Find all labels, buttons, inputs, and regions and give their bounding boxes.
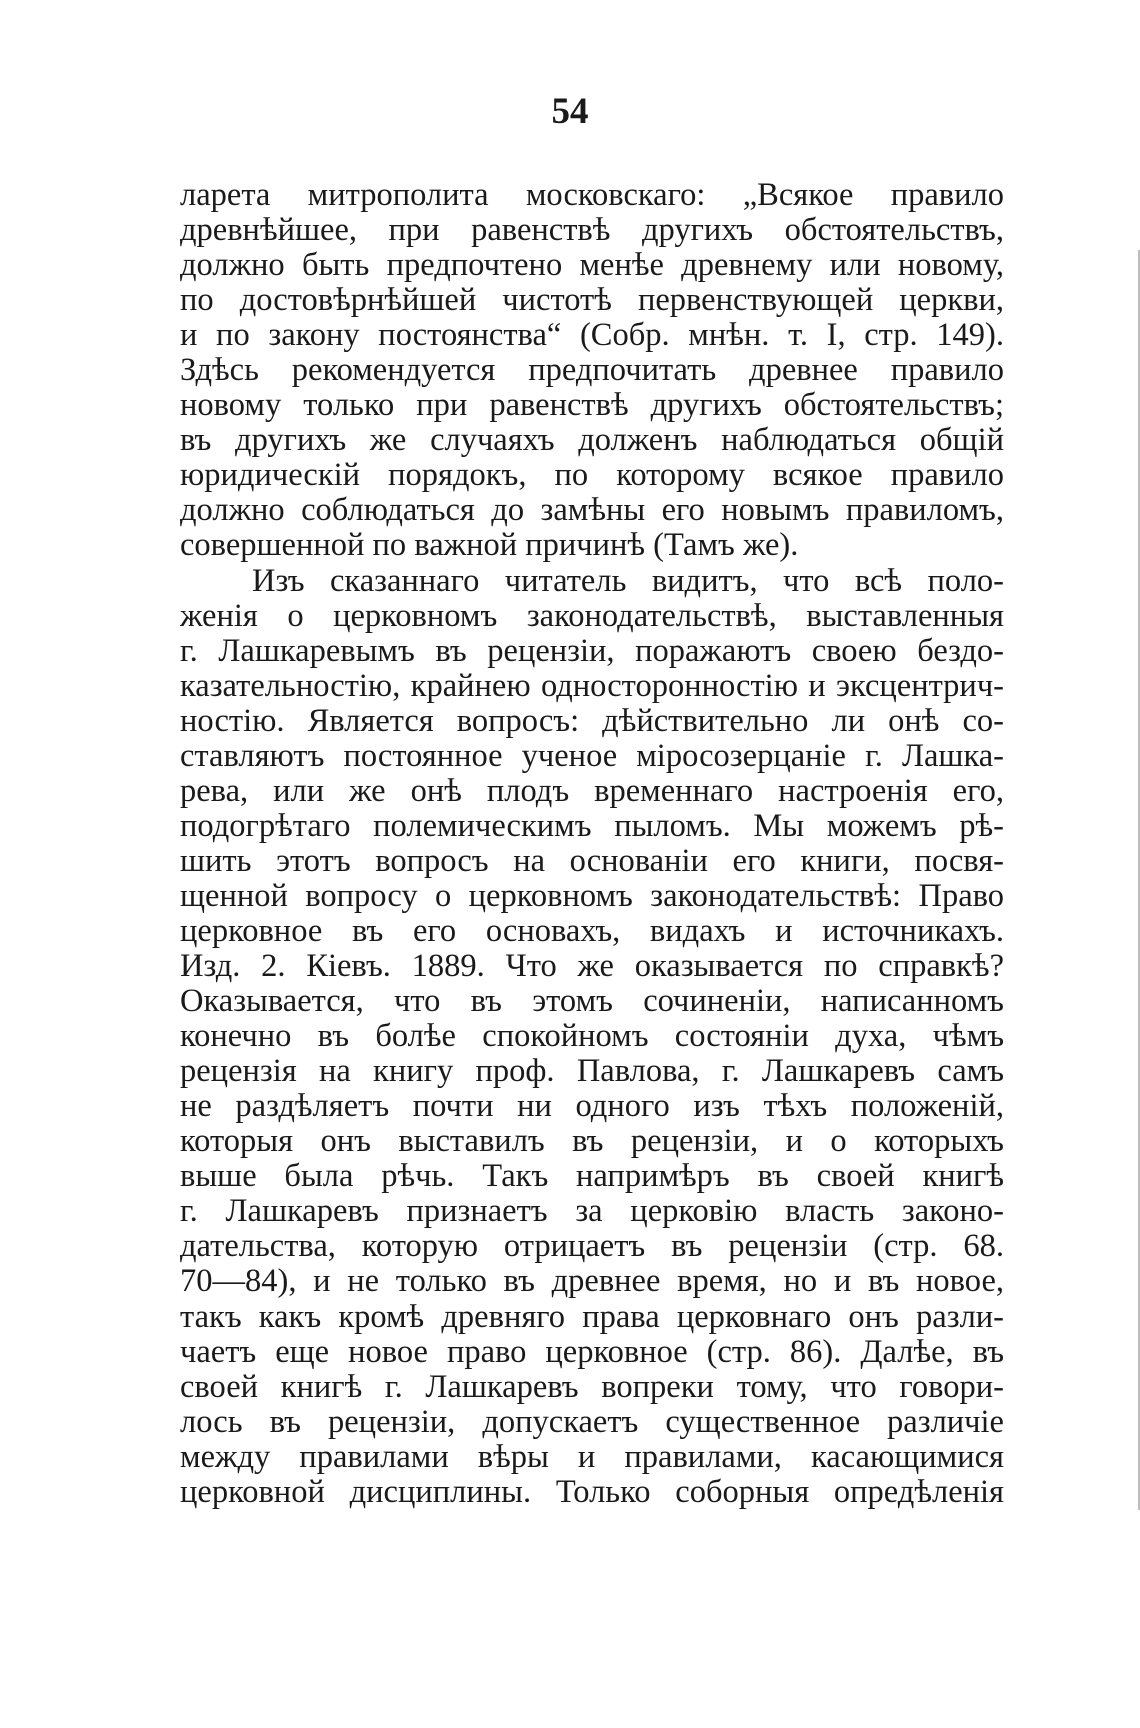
- text-line: ставляютъ постоянное ученое міросозерцаніе г. Лашка-: [180, 738, 1004, 774]
- text-line: такъ какъ кромѣ древняго права церковнаго онъ разли-: [180, 1299, 1004, 1335]
- text-line: юридическій порядокъ, по которому всякое правило: [180, 458, 1004, 494]
- text-line: рецензія на книгу проф. Павлова, г. Лашкаревъ самъ: [180, 1054, 1004, 1090]
- text-line: и по закону постоянства“ (Собр. мнѣн. т. I, стр. 149).: [180, 318, 1004, 354]
- paragraph-end-line: совершенной по важной причинѣ (Тамъ же).: [180, 528, 799, 564]
- text-line: между правилами вѣры и правилами, касающимися: [180, 1439, 1004, 1475]
- text-line: по достовѣрнѣйшей чистотѣ первенствующей церкви,: [180, 283, 1004, 319]
- text-line: подогрѣтаго полемическимъ пыломъ. Мы можемъ рѣ-: [180, 808, 1004, 844]
- text-line: церковное въ его основахъ, видахъ и источникахъ.: [180, 913, 1004, 949]
- text-line: своей книгѣ г. Лашкаревъ вопреки тому, что говори-: [180, 1369, 1004, 1405]
- text-line: щенной вопросу о церковномъ законодательствѣ: Право: [180, 878, 1004, 914]
- text-line: Оказывается, что въ этомъ сочиненіи, написанномъ: [180, 984, 1004, 1020]
- text-line: рева, или же онѣ плодъ временнаго настроенія его,: [180, 773, 1004, 809]
- text-line: должно соблюдаться до замѣны его новымъ правиломъ,: [180, 493, 1004, 529]
- text-line: 70—84), и не только въ древнее время, но и въ новое,: [180, 1264, 1004, 1300]
- body-text: [180, 178, 1004, 1510]
- text-line: конечно въ болѣе спокойномъ состояніи духа, чѣмъ: [180, 1019, 1004, 1055]
- paragraph-start-line: Изъ сказаннаго читатель видитъ, что всѣ поло-: [252, 563, 1004, 599]
- text-line: новому только при равенствѣ другихъ обстоятельствъ;: [180, 388, 1004, 424]
- text-line: женія о церковномъ законодательствѣ, выставленныя: [180, 598, 1004, 634]
- text-line: древнѣйшее, при равенствѣ другихъ обстоятельствъ,: [180, 213, 1004, 249]
- text-line: ларета митрополита московскаго: „Всякое правило: [180, 178, 1004, 213]
- text-line: шить этотъ вопросъ на основаніи его книги, посвя-: [180, 843, 1004, 879]
- text-line: чаетъ еще новое право церковное (стр. 86). Далѣе, въ: [180, 1334, 1004, 1370]
- text-line: церковной дисциплины. Только соборныя опредѣленія: [180, 1474, 1004, 1510]
- text-line: Изд. 2. Кіевъ. 1889. Что же оказывается по справкѣ?: [180, 949, 1004, 985]
- text-line: въ другихъ же случаяхъ долженъ наблюдаться общій: [180, 423, 1004, 459]
- text-line: которыя онъ выставилъ въ рецензіи, и о которыхъ: [180, 1124, 1004, 1160]
- text-line: г. Лашкаревымъ въ рецензіи, поражаютъ своею бездо-: [180, 633, 1004, 669]
- text-line: Здѣсь рекомендуется предпочитать древнее правило: [180, 353, 1004, 389]
- text-line: выше была рѣчь. Такъ напримѣръ въ своей книгѣ: [180, 1159, 1004, 1195]
- text-line: дательства, которую отрицаетъ въ рецензіи (стр. 68.: [180, 1229, 1004, 1265]
- text-line: ностію. Является вопросъ: дѣйствительно ли онѣ со-: [180, 703, 1004, 739]
- text-line: не раздѣляетъ почти ни одного изъ тѣхъ положеній,: [180, 1089, 1004, 1125]
- page-number: 54: [551, 91, 589, 132]
- text-line: казательностію, крайнею односторонностію и эксцентрич-: [180, 668, 1004, 704]
- text-line: должно быть предпочтено менѣе древнему или новому,: [180, 248, 1004, 284]
- text-line: г. Лашкаревъ признаетъ за церковію власть законо-: [180, 1194, 1004, 1230]
- text-line: лось въ рецензіи, допускаетъ существенное различіе: [180, 1404, 1004, 1440]
